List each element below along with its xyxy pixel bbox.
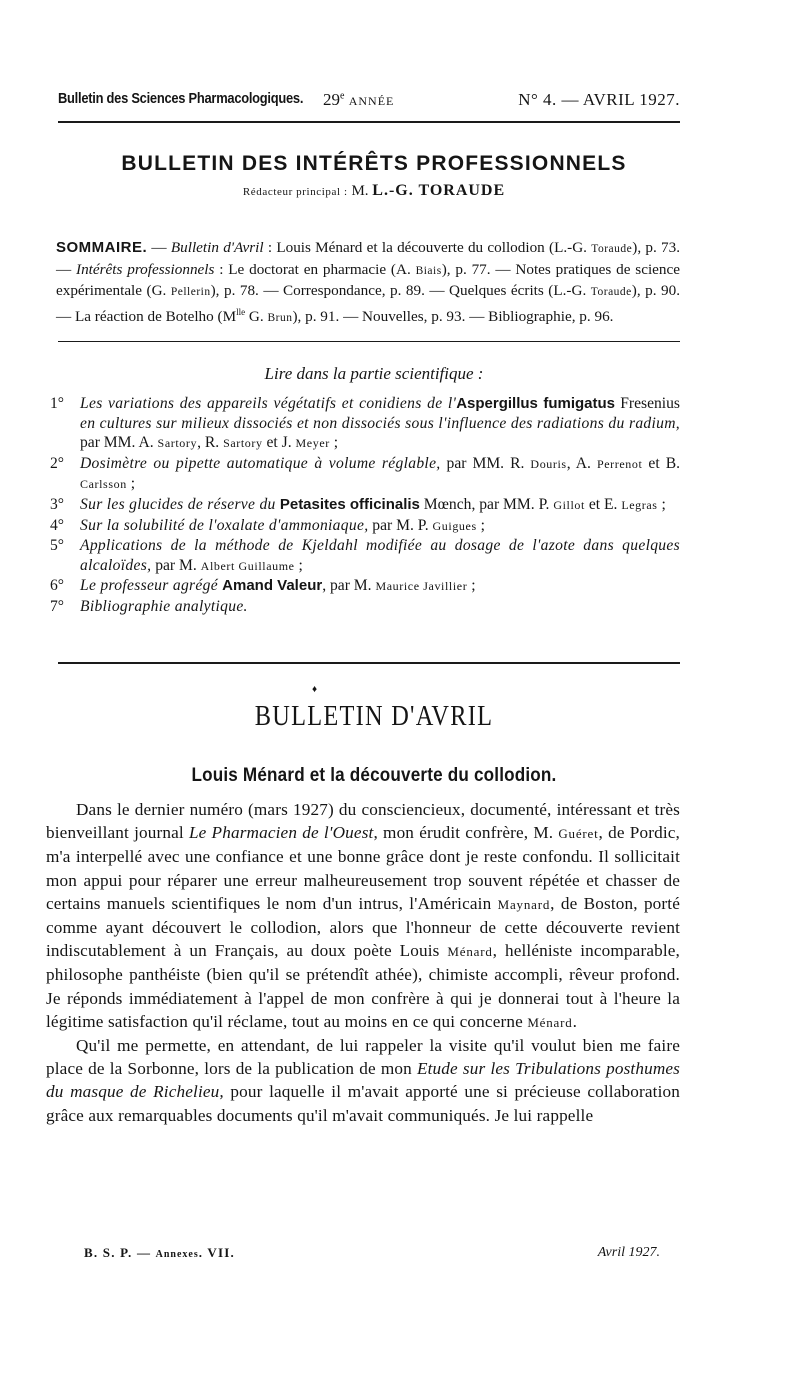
lire-heading: Lire dans la partie scientifique : [264,364,484,383]
bulletin-title: BULLETIN D'AVRIL [254,700,494,732]
sommaire-label: SOMMAIRE. [56,239,148,256]
issue-number: N° 4. — AVRIL 1927. [518,90,680,109]
redacteur-line: Rédacteur principal : M. L.-G. TORAUDE [242,182,506,199]
list-rule [58,662,680,664]
list-item: 4° Sur la solubilité de l'oxalate d'ammoniaque, par M. P. Guigues ; [50,516,485,534]
year-label: 29e ANNÉE [323,90,395,109]
sommaire-rule [58,341,680,342]
journal-name: Bulletin des Sciences Pharmacologiques. [58,90,304,107]
scientific-list [50,394,680,617]
list-item: 2° Dosimètre ou pipette automatique à volume réglable, par MM. R. Douris, A. Perrenot et B. Carlsson ; [50,454,680,493]
list-item: 3° Sur les glucides de réserve du Petasites officinalis Mœnch, par MM. P. Gillot et E. Legras ; [50,495,666,513]
section-title: BULLETIN DES INTÉRÊTS PROFESSIONNELS [121,152,627,175]
paragraph: Qu'il me permette, en attendant, de lui rappeler la visite qu'il voulut bien me faire place de la Sorbonne, lors de la publication de mon Etude sur les Tribulations posthumes du masque de Richelieu, pour laquelle il m'avait apporté une si précieuse collaboration grâce aux remarquables documents qu'il m'avait communiqués. Je lui rappelle [46,1036,681,1125]
running-head [58,90,680,112]
list-item: 1° Les variations des appareils végétatifs et conidiens de l'Aspergillus fumigatus Fresenius en cultures sur milieux dissociés et non dissociés sous l'influence des radiations du radium, par MM. A. Sartory, R. Sartory et J. Meyer ; [50,395,680,452]
list-item: 7° Bibliographie analytique. [50,597,248,615]
article-body [46,798,680,1127]
list-item: 5° Applications de la méthode de Kjeldahl modifiée au dosage de l'azote dans quelques alcaloïdes, par M. Albert Guillaume ; [50,537,680,574]
paragraph: Dans le dernier numéro (mars 1927) du consciencieux, documenté, intéressant et très bienveillant journal Le Pharmacien de l'Ouest, mon érudit confrère, M. Guéret, de Pordic, m'a interpellé avec une confiance et une bonne grâce dont je reste confondu. Il sollicitait mon appui pour réparer une erreur malheureusement trop souvent répétée et chasser de certains manuels scientifiques le nom d'un intrus, l'Américain Maynard, de Boston, porté comme ayant découvert le collodion, alors que l'honneur de cette découverte revient indiscutablement à un Français, au doux poète Louis Ménard, helléniste incomparable, philosophe panthéiste (bien qu'il se prétendît athée), chimiste accompli, rêveur profond. Je réponds immédiatement à l'appel de mon confrère à qui je donnerai tout à l'heure la légitime satisfaction qu'il réclame, tout au moins en ce qui concerne Ménard. [46,800,681,1031]
ornament-dot: ♦ [312,684,318,695]
footer-signature: B. S. P. — Annexes. VII. [84,1245,235,1260]
sommaire: SOMMAIRE. — Bulletin d'Avril : Louis Ménard et la découverte du collodion (L.-G. Toraude), p. 73. — Intérêts professionnels : Le doctorat en pharmacie (A. Biais), p. 77. — Notes pratiques de science expérimentale (G. Pellerin), p. 78. — Correspondance, p. 89. — Quelques écrits (L.-G. Toraude), p. 90. — La réaction de Botelho ($M^{lle}$ G. Brun), p. 91. — Nouvelles, p. 93. — Bibliographie, p. 96. [56,239,681,325]
header-rule [58,121,680,123]
article-title: Louis Ménard et la découverte du collodion. [191,765,557,786]
footer-date: Avril 1927. [597,1245,660,1260]
list-item: 6° Le professeur agrégé Amand Valeur, par M. Maurice Javillier ; [50,577,476,595]
